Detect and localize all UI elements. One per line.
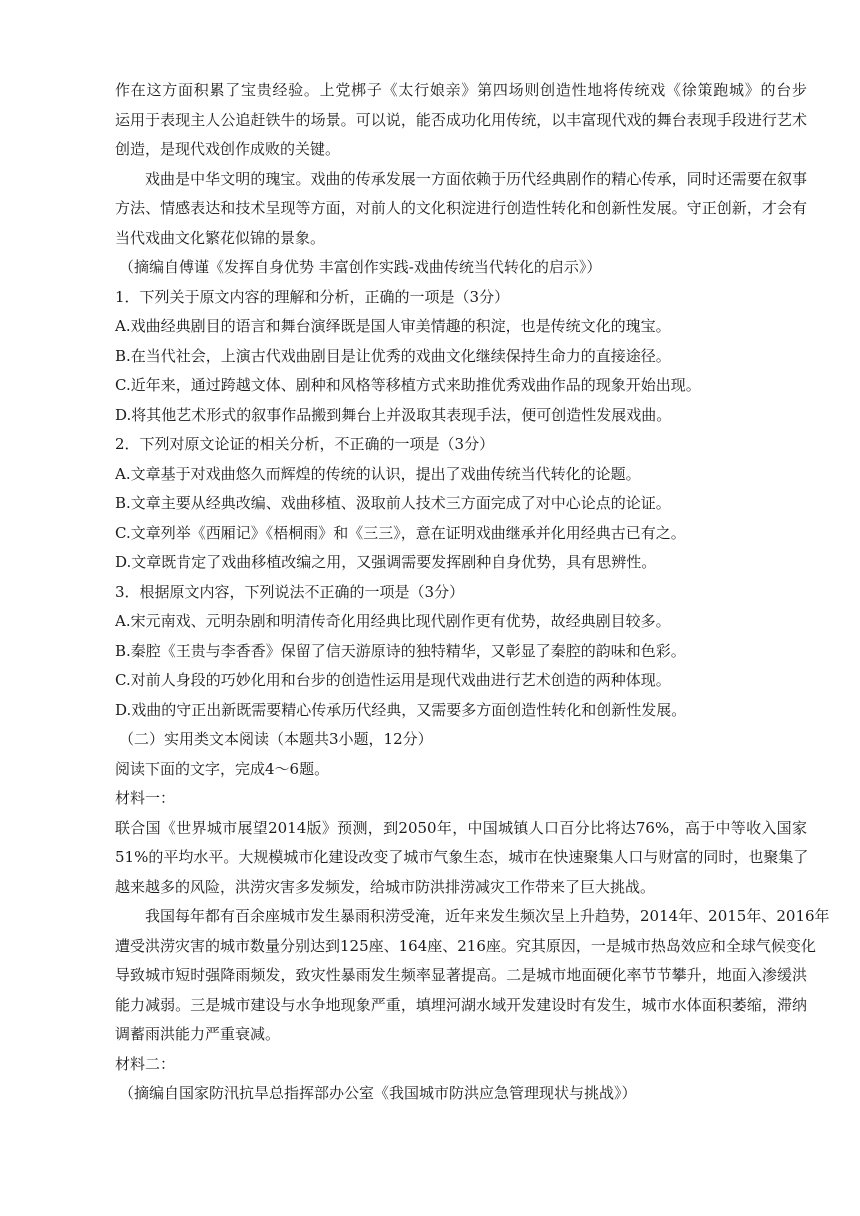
text-line: 运用于表现主人公追赶铁牛的场景。可以说，能否成功化用传统，以丰富现代戏的舞台表现手段进行艺术 xyxy=(115,110,807,129)
text-line: （摘编自国家防汛抗旱总指挥部办公室《我国城市防洪应急管理现状与挑战》） xyxy=(119,1084,637,1102)
text-line: C.文章列举《西厢记》《梧桐雨》和《三三》，意在证明戏曲继承并化用经典古已有之。 xyxy=(115,523,686,542)
text-line: D.将其他艺术形式的叙事作品搬到舞台上并汲取其表现手法，便可创造性发展戏曲。 xyxy=(115,405,672,424)
text-line: 戏曲是中华文明的瑰宝。戏曲的传承发展一方面依赖于历代经典剧作的精心传承，同时还需要在叙事 xyxy=(145,169,807,188)
text-line: 越来越多的风险，洪涝灾害多发频发，给城市防洪排涝减灾工作带来了巨大挑战。 xyxy=(115,877,656,896)
text-line: 创造，是现代戏创作成败的关键。 xyxy=(115,140,341,158)
text-line: 遭受洪涝灾害的城市数量分别达到125座、164座、216座。究其原因，一是城市热岛效应和全球气候变化 xyxy=(115,936,816,955)
text-line: 51%的平均水平。大规模城市化建设改变了城市气象生态，城市在快速聚集人口与财富的同时，也聚集了 xyxy=(115,848,809,866)
text-line: B.文章主要从经典改编、戏曲移植、汲取前人技术三方面完成了对中心论点的论证。 xyxy=(115,494,671,512)
text-line: D.文章既肯定了戏曲移植改编之用，又强调需要发挥剧种自身优势，具有思辨性。 xyxy=(115,553,657,571)
document-body xyxy=(115,76,830,1109)
text-line: 材料二： xyxy=(115,1054,176,1073)
text-line: 方法、情感表达和技术呈现等方面，对前人的文化积淀进行创造性转化和创新性发展。守正创新，才会有 xyxy=(115,199,807,217)
text-line: 阅读下面的文字，完成4～6题。 xyxy=(115,759,330,778)
text-line: 3．根据原文内容，下列说法不正确的一项是（3分） xyxy=(115,582,465,601)
text-line: 当代戏曲文化繁花似锦的景象。 xyxy=(115,228,326,247)
text-line: C.近年来，通过跨越文体、剧种和风格等移植方式来助推优秀戏曲作品的现象开始出现。 xyxy=(115,376,701,394)
text-line: A.文章基于对戏曲悠久而辉煌的传统的认识，提出了戏曲传统当代转化的论题。 xyxy=(115,464,641,483)
text-line: （二）实用类文本阅读（本题共3小题，12分） xyxy=(119,730,433,748)
text-line: 材料一： xyxy=(115,789,176,807)
text-line: A.戏曲经典剧目的语言和舞台演绎既是国人审美情趣的积淀，也是传统文化的瑰宝。 xyxy=(115,317,671,335)
text-line: 我国每年都有百余座城市发生暴雨积涝受淹，近年来发生频次呈上升趋势，2014年、2015年、2016年 xyxy=(145,907,830,925)
text-line: 1．下列关于原文内容的理解和分析，正确的一项是（3分） xyxy=(115,287,510,306)
text-line: B.秦腔《王贵与李香香》保留了信天游原诗的独特精华，又彰显了秦腔的韵味和色彩。 xyxy=(115,641,686,660)
text-line: 作在这方面积累了宝贵经验。上党梆子《太行娘亲》第四场则创造性地将传统戏《徐策跑城》的台步 xyxy=(115,81,807,99)
text-line: D.戏曲的守正出新既需要精心传承历代经典，又需要多方面创造性转化和创新性发展。 xyxy=(115,700,687,719)
text-line: 2．下列对原文论证的相关分析，不正确的一项是（3分） xyxy=(115,435,495,453)
text-line: B.在当代社会，上演古代戏曲剧目是让优秀的戏曲文化继续保持生命力的直接途径。 xyxy=(115,346,671,365)
text-line: （摘编自傅谨《发挥自身优势 丰富创作实践-戏曲传统当代转化的启示》） xyxy=(119,258,602,276)
text-line: 联合国《世界城市展望2014版》预测，到2050年，中国城镇人口百分比将达76%，高于中等收入国家 xyxy=(115,818,807,837)
text-line: 调蓄雨洪能力严重衰减。 xyxy=(115,1025,281,1043)
text-line: 能力减弱。三是城市建设与水争地现象严重，填埋河湖水域开发建设时有发生，城市水体面积萎缩，滞纳 xyxy=(115,995,807,1014)
text-line: C.对前人身段的巧妙化用和台步的创造性运用是现代戏曲进行艺术创造的两种体现。 xyxy=(115,671,671,689)
text-line: 导致城市短时强降雨频发，致灾性暴雨发生频率显著提高。二是城市地面硬化率节节攀升，地面入渗缓洪 xyxy=(115,966,807,984)
text-line: A.宋元南戏、元明杂剧和明清传奇化用经典比现代剧作更有优势，故经典剧目较多。 xyxy=(115,612,671,630)
